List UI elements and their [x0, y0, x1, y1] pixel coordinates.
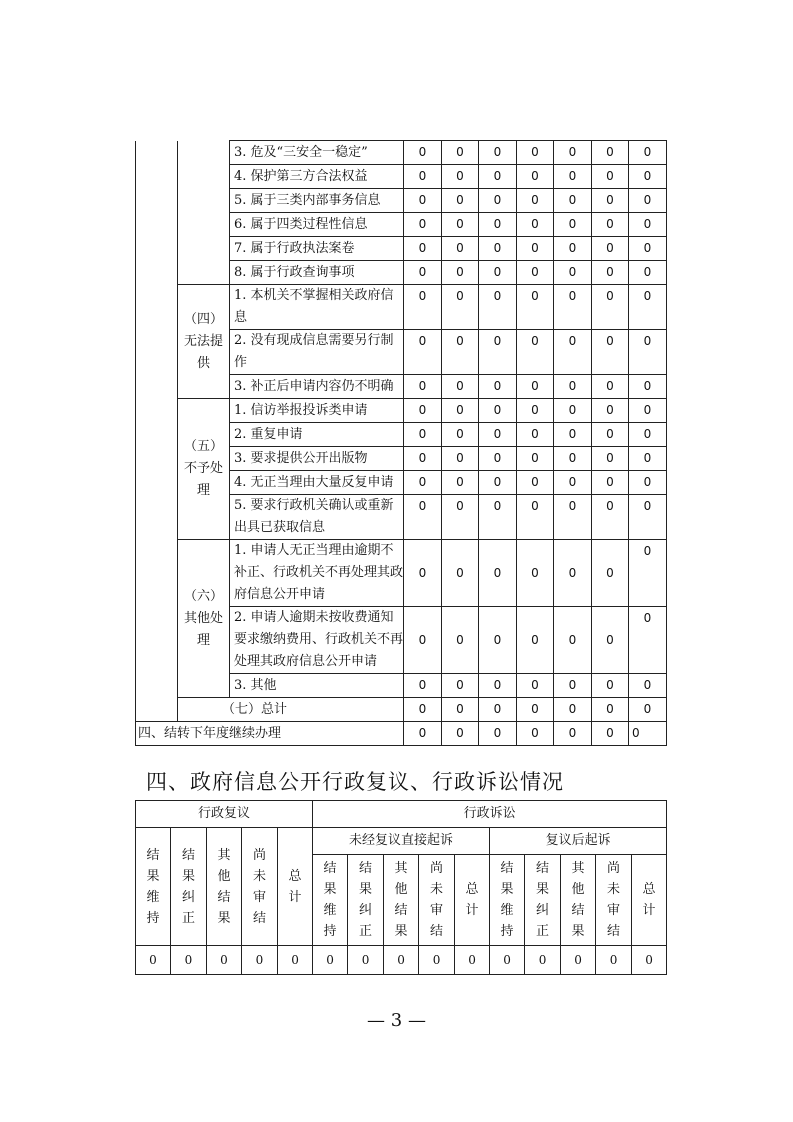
cell-value: 0 [171, 946, 207, 975]
cell-value: 0 [442, 447, 479, 471]
cell-value: 0 [479, 540, 517, 607]
review-litigation-table [135, 800, 667, 975]
cell-value: 0 [629, 237, 667, 261]
cell-value: 0 [554, 399, 592, 423]
cell-value: 0 [404, 495, 442, 540]
cell-value: 0 [442, 189, 479, 213]
cell-value: 0 [554, 722, 592, 746]
col-header: 结果维持 [136, 828, 171, 946]
cell-value: 0 [479, 722, 517, 746]
outer-group-cell [136, 141, 178, 698]
carry-over-label: 四、结转下年度继续办理 [136, 722, 404, 746]
cell-value: 0 [592, 189, 629, 213]
cell-value: 0 [442, 495, 479, 540]
cell-value: 0 [479, 471, 517, 495]
cell-value: 0 [404, 674, 442, 698]
cell-value: 0 [479, 495, 517, 540]
cell-value: 0 [517, 674, 554, 698]
item-label: 5. 属于三类内部事务信息 [230, 189, 404, 213]
cell-value: 0 [442, 165, 479, 189]
item-label: 3. 补正后申请内容仍不明确 [230, 375, 404, 399]
item-label: 8. 属于行政查询事项 [230, 261, 404, 285]
cell-value: 0 [517, 285, 554, 330]
col-header: 尚未审结 [242, 828, 278, 946]
cell-value: 0 [404, 141, 442, 165]
cell-value: 0 [404, 447, 442, 471]
cell-value: 0 [592, 375, 629, 399]
col-header: 尚未审结 [419, 855, 455, 946]
cell-value: 0 [629, 213, 667, 237]
cell-value: 0 [479, 141, 517, 165]
cell-value: 0 [554, 698, 592, 722]
cell-value: 0 [442, 399, 479, 423]
cell-value: 0 [490, 946, 525, 975]
cell-value: 0 [592, 399, 629, 423]
item-label: 4. 保护第三方合法权益 [230, 165, 404, 189]
cell-value: 0 [404, 375, 442, 399]
item-label: 1. 本机关不掌握相关政府信息 [230, 285, 404, 330]
cell-value: 0 [384, 946, 419, 975]
disposal-table [135, 140, 667, 746]
cell-value: 0 [632, 946, 667, 975]
cell-value: 0 [442, 540, 479, 607]
cell-value: 0 [442, 213, 479, 237]
cell-value: 0 [517, 261, 554, 285]
cell-value: 0 [517, 495, 554, 540]
section-title: 四、政府信息公开行政复议、行政诉讼情况 [146, 770, 564, 794]
cell-value: 0 [517, 471, 554, 495]
cell-value: 0 [348, 946, 384, 975]
cell-value: 0 [592, 540, 629, 607]
cell-value: 0 [592, 674, 629, 698]
cell-value: 0 [629, 375, 667, 399]
cell-value: 0 [554, 261, 592, 285]
cell-value: 0 [442, 698, 479, 722]
cell-value: 0 [592, 330, 629, 375]
cell-value: 0 [592, 698, 629, 722]
cell-value: 0 [554, 141, 592, 165]
cell-value: 0 [517, 165, 554, 189]
cell-value: 0 [554, 674, 592, 698]
total-label: （七）总计 [178, 698, 404, 722]
cell-value: 0 [629, 261, 667, 285]
cell-value: 0 [479, 213, 517, 237]
cell-value: 0 [592, 447, 629, 471]
table-row [136, 141, 667, 165]
cell-value: 0 [592, 285, 629, 330]
cell-value: 0 [554, 285, 592, 330]
cell-value: 0 [629, 189, 667, 213]
cell-value: 0 [629, 165, 667, 189]
cell-value: 0 [517, 447, 554, 471]
cell-value: 0 [479, 375, 517, 399]
col-header: 总计 [632, 855, 667, 946]
cell-value: 0 [278, 946, 313, 975]
cell-value: 0 [479, 399, 517, 423]
cell-value: 0 [404, 261, 442, 285]
cell-value: 0 [479, 285, 517, 330]
item-label: 2. 重复申请 [230, 423, 404, 447]
cell-value: 0 [629, 423, 667, 447]
cell-value: 0 [404, 540, 442, 607]
cell-value: 0 [629, 141, 667, 165]
cell-value: 0 [479, 330, 517, 375]
cell-value: 0 [596, 946, 632, 975]
after-review-header: 复议后起诉 [490, 828, 667, 855]
cell-value: 0 [404, 698, 442, 722]
cell-value: 0 [479, 674, 517, 698]
cell-value: 0 [554, 607, 592, 674]
cell-value: 0 [517, 607, 554, 674]
cell-value: 0 [479, 423, 517, 447]
cell-value: 0 [479, 698, 517, 722]
cell-value: 0 [242, 946, 278, 975]
cell-value: 0 [629, 495, 667, 540]
cell-value: 0 [592, 141, 629, 165]
cell-value: 0 [629, 285, 667, 330]
table-row [136, 285, 667, 330]
cell-value: 0 [629, 471, 667, 495]
item-label: 6. 属于四类过程性信息 [230, 213, 404, 237]
col-header: 其他结果 [384, 855, 419, 946]
cell-value: 0 [517, 375, 554, 399]
cell-value: 0 [404, 330, 442, 375]
cell-value: 0 [517, 399, 554, 423]
cell-value: 0 [419, 946, 455, 975]
col-header: 其他结果 [561, 855, 596, 946]
cell-value: 0 [629, 607, 667, 674]
cell-value: 0 [629, 447, 667, 471]
cell-value: 0 [554, 471, 592, 495]
cell-value: 0 [313, 946, 348, 975]
cell-value: 0 [442, 674, 479, 698]
cell-value: 0 [517, 330, 554, 375]
cell-value: 0 [455, 946, 490, 975]
item-label: 2. 申请人逾期未按收费通知要求缴纳费用、行政机关不再处理其政府信息公开申请 [230, 607, 404, 674]
outer-group-cell-end [136, 698, 178, 722]
item-label: 3. 其他 [230, 674, 404, 698]
col-header: 结果维持 [490, 855, 525, 946]
cell-value: 0 [404, 722, 442, 746]
cell-value: 0 [592, 261, 629, 285]
review-header: 行政复议 [136, 801, 313, 828]
cell-value: 0 [629, 698, 667, 722]
cell-value: 0 [629, 722, 667, 746]
cell-value: 0 [629, 674, 667, 698]
cell-value: 0 [554, 540, 592, 607]
cell-value: 0 [479, 607, 517, 674]
cell-value: 0 [592, 722, 629, 746]
total-row [136, 698, 667, 722]
cell-value: 0 [554, 237, 592, 261]
cell-value: 0 [479, 165, 517, 189]
page-number: — 3 — [367, 1010, 426, 1031]
carry-over-row [136, 722, 667, 746]
cell-value: 0 [517, 698, 554, 722]
col-header: 结果维持 [313, 855, 348, 946]
cell-value: 0 [404, 189, 442, 213]
item-label: 3. 危及“三安全一稳定” [230, 141, 404, 165]
cell-value: 0 [517, 423, 554, 447]
cell-value: 0 [442, 261, 479, 285]
cell-value: 0 [561, 946, 596, 975]
cell-value: 0 [404, 285, 442, 330]
cell-value: 0 [554, 330, 592, 375]
cell-value: 0 [629, 540, 667, 607]
col-header: 结果纠正 [348, 855, 384, 946]
cell-value: 0 [554, 189, 592, 213]
cell-value: 0 [517, 189, 554, 213]
cell-value: 0 [592, 423, 629, 447]
cell-value: 0 [404, 399, 442, 423]
col-header: 总计 [455, 855, 490, 946]
group-label-not-processed: （五）不予处理 [178, 399, 230, 540]
cell-value: 0 [479, 189, 517, 213]
col-header: 其他结果 [207, 828, 242, 946]
cell-value: 0 [404, 237, 442, 261]
cell-value: 0 [517, 213, 554, 237]
table-row [136, 399, 667, 423]
cell-value: 0 [554, 165, 592, 189]
cell-value: 0 [554, 423, 592, 447]
cell-value: 0 [517, 722, 554, 746]
item-label: 2. 没有现成信息需要另行制作 [230, 330, 404, 375]
item-label: 4. 无正当理由大量反复申请 [230, 471, 404, 495]
col-header: 尚未审结 [596, 855, 632, 946]
cell-value: 0 [517, 540, 554, 607]
cell-value: 0 [554, 213, 592, 237]
cell-value: 0 [442, 330, 479, 375]
cell-value: 0 [442, 423, 479, 447]
group-label-unable-to-provide: （四）无法提供 [178, 285, 230, 399]
cell-value: 0 [554, 447, 592, 471]
item-label: 1. 申请人无正当理由逾期不补正、行政机关不再处理其政府信息公开申请 [230, 540, 404, 607]
cell-value: 0 [404, 423, 442, 447]
cell-value: 0 [592, 213, 629, 237]
cell-value: 0 [207, 946, 242, 975]
group-label-other-handling: （六）其他处理 [178, 540, 230, 698]
cell-value: 0 [592, 495, 629, 540]
table-row [136, 540, 667, 607]
cell-value: 0 [404, 165, 442, 189]
values-row [136, 946, 667, 975]
cell-value: 0 [592, 607, 629, 674]
cell-value: 0 [479, 447, 517, 471]
col-header: 结果纠正 [171, 828, 207, 946]
header-row-1 [136, 801, 667, 828]
cell-value: 0 [592, 237, 629, 261]
col-header: 结果纠正 [525, 855, 561, 946]
cell-value: 0 [479, 237, 517, 261]
cell-value: 0 [442, 607, 479, 674]
cell-value: 0 [525, 946, 561, 975]
cell-value: 0 [404, 471, 442, 495]
group-cell-continued [178, 141, 230, 285]
cell-value: 0 [442, 722, 479, 746]
cell-value: 0 [592, 471, 629, 495]
cell-value: 0 [442, 375, 479, 399]
cell-value: 0 [592, 165, 629, 189]
cell-value: 0 [442, 237, 479, 261]
col-header: 总计 [278, 828, 313, 946]
cell-value: 0 [136, 946, 171, 975]
cell-value: 0 [442, 141, 479, 165]
item-label: 3. 要求提供公开出版物 [230, 447, 404, 471]
cell-value: 0 [629, 399, 667, 423]
cell-value: 0 [629, 330, 667, 375]
direct-litigation-header: 未经复议直接起诉 [313, 828, 490, 855]
cell-value: 0 [554, 375, 592, 399]
cell-value: 0 [479, 261, 517, 285]
item-label: 7. 属于行政执法案卷 [230, 237, 404, 261]
header-row-2 [136, 828, 667, 855]
item-label: 5. 要求行政机关确认或重新出具已获取信息 [230, 495, 404, 540]
cell-value: 0 [442, 471, 479, 495]
item-label: 1. 信访举报投诉类申请 [230, 399, 404, 423]
cell-value: 0 [442, 285, 479, 330]
cell-value: 0 [517, 237, 554, 261]
cell-value: 0 [404, 607, 442, 674]
litigation-header: 行政诉讼 [313, 801, 667, 828]
cell-value: 0 [554, 495, 592, 540]
cell-value: 0 [517, 141, 554, 165]
cell-value: 0 [404, 213, 442, 237]
